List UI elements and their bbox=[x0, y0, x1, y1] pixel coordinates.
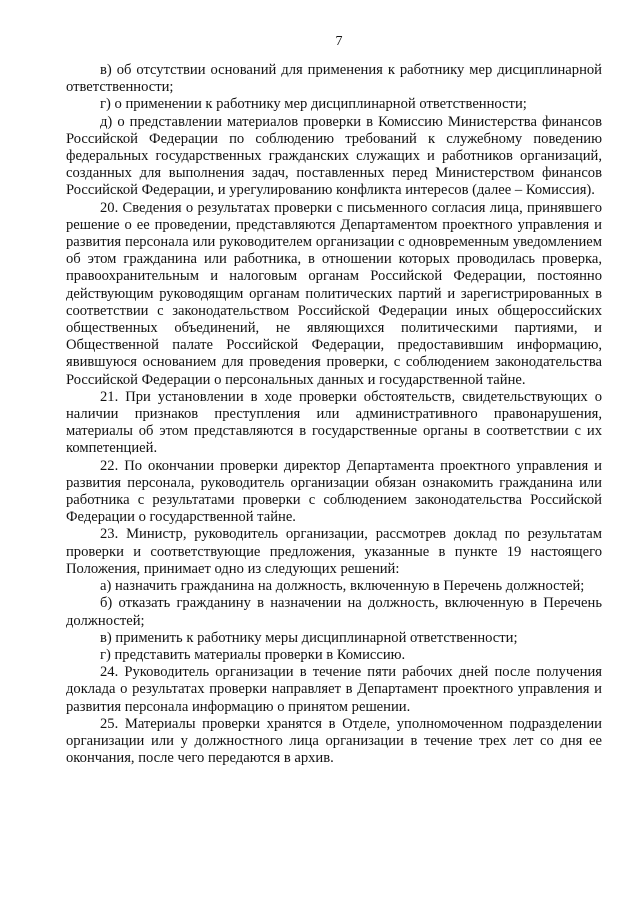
paragraph-21: 21. При установлении в ходе проверки обстоятельств, свидетельствующих о наличии признаков преступления или административного правонарушения, материалы об этом представляются в государственные органы в соответствии с их компетенцией. bbox=[66, 388, 602, 457]
paragraph-23: 23. Министр, руководитель организации, рассмотрев доклад по результатам проверки и соответствующие предложения, указанные в пункте 19 настоящего Положения, принимает одно из следующих решений: bbox=[66, 526, 602, 577]
paragraph-item-g-apply-measures: г) о применении к работнику мер дисциплинарной ответственности; bbox=[100, 96, 527, 113]
paragraph-23-a: а) назначить гражданина на должность, включенную в Перечень должностей; bbox=[100, 578, 585, 595]
paragraph-22: 22. По окончании проверки директор Департамента проектного управления и развития персонала, руководитель организации обязан ознакомить гражданина или работника с результатами проверки с соблюдением законодательства Российской Федерации о государственной тайне. bbox=[66, 457, 602, 526]
page-number: 7 bbox=[335, 34, 343, 49]
paragraph-23-v: в) применить к работнику меры дисциплинарной ответственности; bbox=[100, 629, 518, 646]
paragraph-20: 20. Сведения о результатах проверки с письменного согласия лица, принявшего решение о ее проведении, представляются Департаментом проектного управления и развития персонала или руководителем организации с одновременным уведомлением об этом гражданина или работника, в отношении которых проводилась проверка, правоохранительным и налоговым органам Российской Федерации, постоянно действующим руководящим органам политических партий и зарегистрированных в соответствии с законодательством Российской Федерации иных общероссийских общественных объединений, не являющихся политическими партиями, и Общественной палате Российской Федерации, предоставившим информацию, явившуюся основанием для проведения проверки, с соблюдением законодательства Российской Федерации о персональных данных и государственной тайне. bbox=[66, 199, 602, 388]
paragraph-23-g: г) представить материалы проверки в Комиссию. bbox=[100, 646, 406, 663]
paragraph-25: 25. Материалы проверки хранятся в Отделе, уполномоченном подразделении организации или у должностного лица организации в течение трех лет со дня ее окончания, после чего передаются в архив. bbox=[66, 715, 602, 767]
paragraph-item-d-submit-to-commission: д) о представлении материалов проверки в Комиссию Министерства финансов Российской Федерации по соблюдению требований к служебному поведению федеральных государственных гражданских служащих и работников организаций, созданных для выполнения задач, поставленных перед Министерством финансов Российской Федерации, и урегулированию конфликта интересов (далее – Комиссия). bbox=[66, 113, 602, 199]
paragraph-23-b: б) отказать гражданину в назначении на должность, включенную в Перечень должностей; bbox=[66, 595, 602, 629]
paragraph-item-v-no-grounds: в) об отсутствии оснований для применения к работнику мер дисциплинарной ответственности; bbox=[66, 62, 602, 96]
paragraph-24: 24. Руководитель организации в течение пяти рабочих дней после получения доклада о результатах проверки направляет в Департамент проектного управления и развития персонала информацию о принятом решении. bbox=[66, 664, 602, 715]
document-body bbox=[66, 62, 602, 767]
